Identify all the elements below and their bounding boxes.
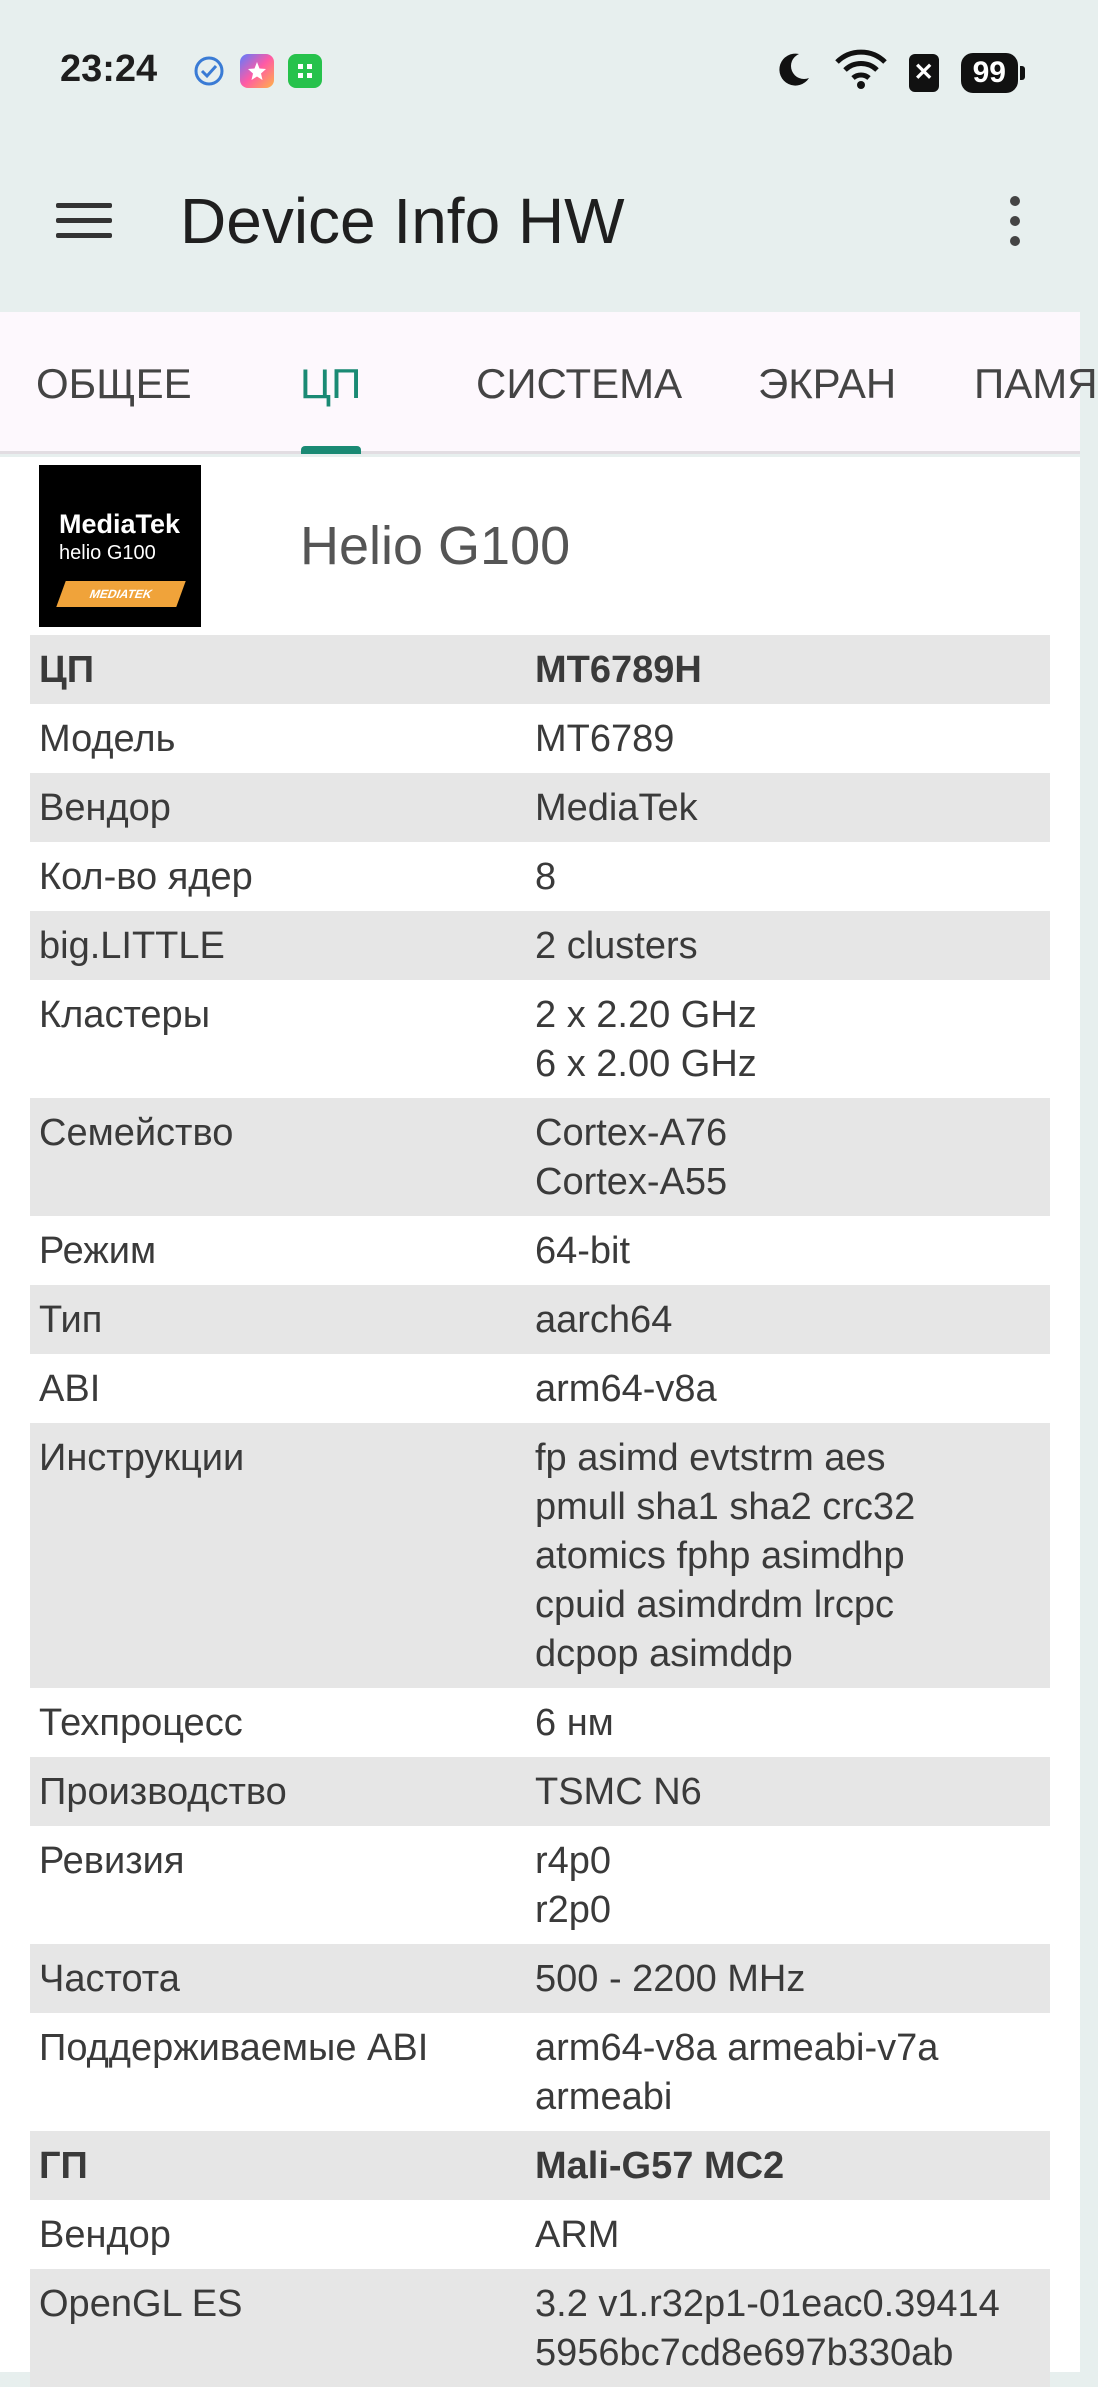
menu-icon[interactable] (46, 182, 122, 258)
row-key: Вендор (39, 2214, 171, 2256)
row-key: Кластеры (39, 994, 210, 1036)
tab-cpu[interactable]: ЦП (300, 360, 362, 407)
row-value: r4p0 r2p0 (535, 1840, 612, 1931)
row-value: 2 clusters (535, 925, 698, 967)
row-value: 64-bit (535, 1230, 631, 1272)
x-box-icon: ✕ (909, 54, 939, 92)
row-value: ARM (535, 2214, 620, 2256)
row-key: Режим (39, 1230, 157, 1272)
table-row (30, 2131, 1050, 2200)
row-value: 2 x 2.20 GHz 6 x 2.00 GHz (535, 994, 757, 1085)
tab-general[interactable]: ОБЩЕЕ (36, 360, 192, 407)
table-row (30, 1216, 1050, 1285)
table-row (30, 1098, 1050, 1216)
tab-system[interactable]: СИСТЕМА (476, 360, 683, 407)
logo-model: helio G100 (59, 542, 156, 564)
system-icons (773, 50, 1018, 95)
check-circle-icon (192, 54, 226, 88)
app-title: Device Info HW (180, 185, 625, 257)
table-row (30, 635, 1050, 704)
row-key: ЦП (39, 649, 95, 691)
table-row (30, 1285, 1050, 1354)
logo-strip: MEDIATEK (56, 581, 185, 607)
row-key: Производство (39, 1771, 287, 1813)
soc-name: Helio G100 (300, 516, 571, 576)
row-key: OpenGL ES (39, 2283, 243, 2325)
mediatek-logo (39, 465, 201, 627)
wifi-icon (835, 50, 887, 95)
star-app-icon (240, 54, 274, 88)
row-value: 3.2 v1.r32p1-01eac0.39414 5956bc7cd8e697b330ab (535, 2283, 1000, 2374)
table-row (30, 1826, 1050, 1944)
row-value: 500 - 2200 MHz (535, 1958, 806, 2000)
row-key: Семейство (39, 1112, 234, 1154)
row-value: Cortex-A76 Cortex-A55 (535, 1112, 728, 1203)
row-key: ГП (39, 2145, 88, 2187)
row-value: aarch64 (535, 1299, 673, 1341)
row-value: MediaTek (535, 787, 698, 829)
cpu-info-content[interactable] (0, 457, 1080, 2372)
row-key: Инструкции (39, 1437, 245, 1479)
row-key: ABI (39, 1368, 101, 1410)
table-row (30, 1944, 1050, 2013)
table-row (30, 2013, 1050, 2131)
table-row (30, 842, 1050, 911)
table-row (30, 1757, 1050, 1826)
status-bar (0, 0, 1080, 140)
row-key: Вендор (39, 787, 171, 829)
active-tab-indicator (301, 446, 361, 454)
table-row (30, 2200, 1050, 2269)
row-value: arm64-v8a (535, 1368, 717, 1410)
table-row (30, 1354, 1050, 1423)
table-row (30, 1423, 1050, 1688)
row-key: Кол-во ядер (39, 856, 253, 898)
table-row (30, 980, 1050, 1098)
soc-header (30, 457, 1050, 635)
row-value: MT6789H (535, 649, 702, 691)
tab-screen[interactable]: ЭКРАН (758, 360, 897, 407)
app-bar (0, 140, 1080, 312)
info-table (30, 635, 1050, 2387)
table-row (30, 1688, 1050, 1757)
more-options-icon[interactable] (990, 186, 1040, 256)
table-row (30, 773, 1050, 842)
green-app-icon (288, 54, 322, 88)
row-value: MT6789 (535, 718, 675, 760)
row-key: Частота (39, 1958, 180, 2000)
row-key: Поддерживаемые ABI (39, 2027, 429, 2069)
table-row (30, 2269, 1050, 2387)
row-value: TSMC N6 (535, 1771, 702, 1813)
row-value: 8 (535, 856, 557, 898)
row-key: big.LITTLE (39, 925, 225, 967)
tab-memory[interactable]: ПАМЯ (974, 360, 1098, 407)
battery-icon: 99 (961, 53, 1018, 93)
row-key: Ревизия (39, 1840, 185, 1882)
moon-icon (773, 50, 813, 95)
logo-brand: MediaTek (59, 509, 181, 539)
row-key: Техпроцесс (39, 1702, 243, 1744)
row-value: Mali-G57 MC2 (535, 2145, 785, 2187)
tab-bar (0, 312, 1098, 454)
row-value: 6 нм (535, 1702, 614, 1744)
status-time: 23:24 (60, 48, 158, 90)
table-row (30, 911, 1050, 980)
row-value: fp asimd evtstrm aes pmull sha1 sha2 crc32 atomics fphp asimdhp cpuid asimdrdm lrcpc dcpop asimddp (535, 1437, 916, 1675)
row-key: Тип (39, 1299, 103, 1341)
row-key: Модель (39, 718, 176, 760)
row-value: arm64-v8a armeabi-v7a armeabi (535, 2027, 939, 2118)
notification-icons (192, 54, 322, 88)
table-row (30, 704, 1050, 773)
